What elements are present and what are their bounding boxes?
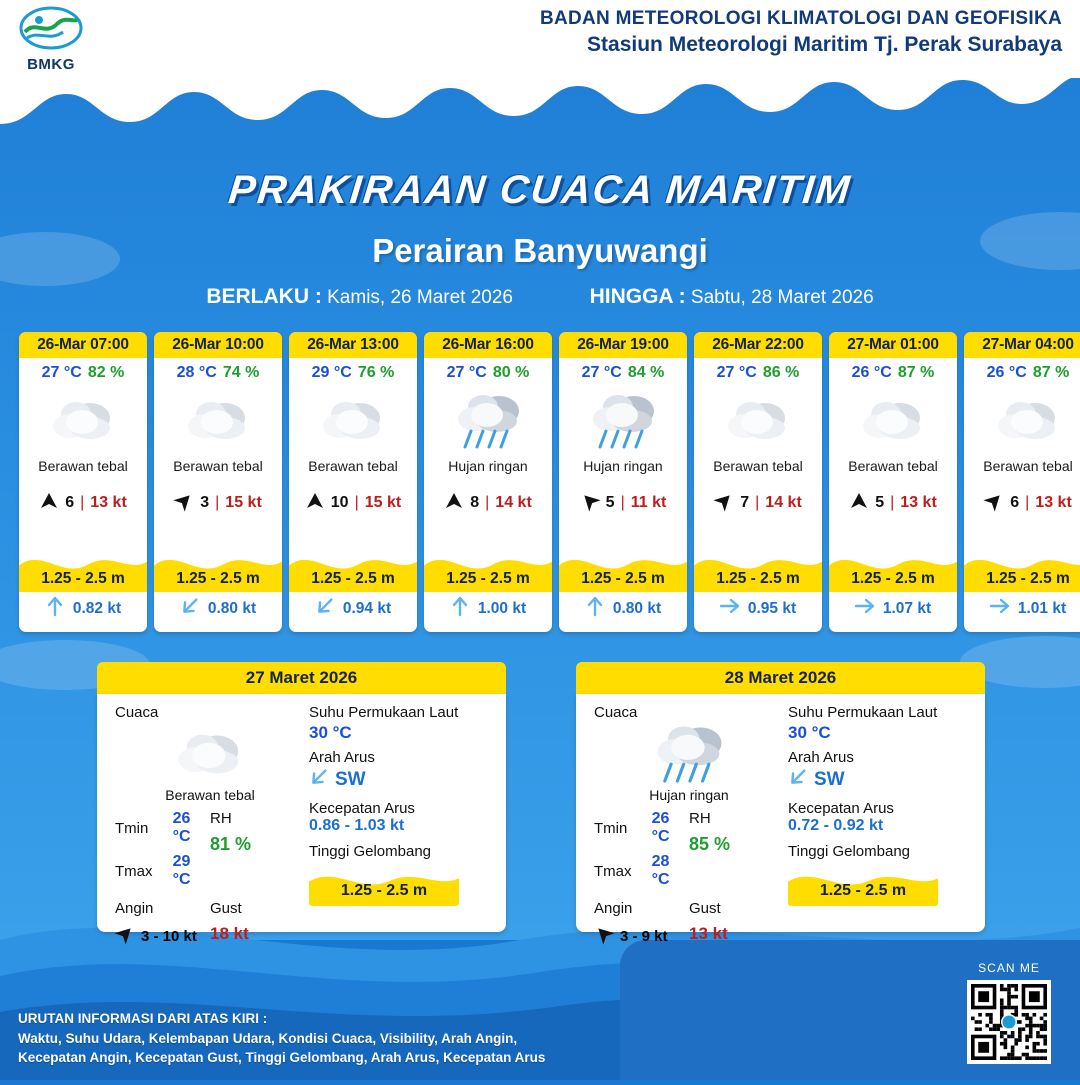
card-current <box>424 595 552 622</box>
rh-label: RH <box>210 810 232 827</box>
wind-direction-icon <box>39 491 59 516</box>
card-time: 26-Mar 16:00 <box>424 332 552 358</box>
current-direction-icon <box>450 595 470 622</box>
logo-label: BMKG <box>27 56 75 73</box>
card-wind <box>39 492 127 514</box>
card-humidity: 74 % <box>222 364 260 381</box>
angin-value-row <box>115 924 210 948</box>
legend-line-1: Waktu, Suhu Udara, Kelembapan Udara, Kondisi Cuaca, Visibility, Arah Angin, <box>18 1030 518 1046</box>
legend-line-2: Kecepatan Angin, Kecepatan Gust, Tinggi Gelombang, Arah Arus, Kecepatan Arus <box>18 1050 546 1066</box>
hourly-forecast-card <box>964 332 1080 632</box>
kecepatan-arus-label: Kecepatan Arus <box>309 800 415 817</box>
angin-label: Angin <box>594 900 633 917</box>
daily-forecast-panel <box>576 662 985 945</box>
wind-direction-icon <box>115 924 135 948</box>
daily-date: 27 Maret 2026 <box>97 662 506 694</box>
wind-speed: 14 kt <box>765 494 802 511</box>
legend-note <box>18 1009 545 1068</box>
tmax-label: Tmax <box>115 862 153 880</box>
rh-value-row <box>689 834 784 855</box>
wind-speed: 15 kt <box>225 494 262 511</box>
qr-block[interactable] <box>964 961 1054 1064</box>
gust-value-row <box>210 924 305 944</box>
arus-label: Arah Arus <box>309 749 375 766</box>
daily-condition: Hujan ringan <box>649 787 729 803</box>
wind-direction-icon <box>594 924 614 948</box>
card-current <box>19 595 147 622</box>
card-humidity: 80 % <box>492 364 530 381</box>
card-current <box>964 595 1080 622</box>
wave-height: 1.25 - 2.5 m <box>446 570 530 587</box>
angin-label-row <box>115 900 210 917</box>
angin-value: 3 - 9 kt <box>620 927 668 945</box>
card-wave-area <box>559 546 687 632</box>
rh-value: 81 % <box>210 834 252 854</box>
wind-visibility: 8 <box>470 494 480 511</box>
card-wave-area <box>424 546 552 632</box>
wind-speed: 11 kt <box>630 494 667 511</box>
card-condition: Hujan ringan <box>448 458 528 474</box>
current-speed: 1.01 kt <box>1017 599 1067 617</box>
card-wind <box>984 492 1072 514</box>
gust-value: 18 kt <box>210 924 249 943</box>
wave-height: 1.25 - 2.5 m <box>716 570 800 587</box>
daily-wave-box <box>309 864 459 906</box>
tmax-value: 28 °C <box>651 853 670 888</box>
legend-title: URUTAN INFORMASI DARI ATAS KIRI : <box>18 1011 268 1027</box>
arus-value-row <box>788 766 978 794</box>
card-current <box>559 595 687 622</box>
card-time: 26-Mar 07:00 <box>19 332 147 358</box>
card-wave-area <box>289 546 417 632</box>
rain-icon <box>424 384 552 458</box>
wind-separator: | <box>890 494 895 511</box>
kecepatan-arus-value: 0.72 - 0.92 kt <box>788 817 884 834</box>
card-wind <box>849 492 937 514</box>
wind-direction-icon <box>174 491 194 516</box>
rh-value: 85 % <box>689 834 731 854</box>
wind-separator: | <box>215 494 220 511</box>
current-speed: 0.94 kt <box>342 599 392 617</box>
card-wave-area <box>19 546 147 632</box>
card-wave-area <box>964 546 1080 632</box>
card-condition: Berawan tebal <box>983 458 1073 474</box>
gust-label: Gust <box>689 900 721 917</box>
tmin-row <box>115 810 210 846</box>
rain-icon <box>594 723 784 785</box>
card-condition: Berawan tebal <box>713 458 803 474</box>
sst-value: 30 °C <box>309 723 352 742</box>
wind-direction-icon <box>849 491 869 516</box>
card-temperature: 27 °C <box>581 364 622 381</box>
card-current <box>289 595 417 622</box>
card-time: 26-Mar 19:00 <box>559 332 687 358</box>
card-current <box>694 595 822 622</box>
wind-direction-icon <box>714 491 734 516</box>
hourly-forecast-card <box>19 332 147 632</box>
card-temperature: 26 °C <box>986 364 1027 381</box>
card-temp-humidity <box>582 364 665 382</box>
current-speed: 0.95 kt <box>747 599 797 617</box>
card-time: 26-Mar 10:00 <box>154 332 282 358</box>
tmin-row <box>594 810 689 846</box>
current-direction-icon <box>45 595 65 622</box>
cloudy-icon <box>694 384 822 458</box>
current-direction-icon <box>788 766 808 794</box>
card-temperature: 27 °C <box>41 364 82 381</box>
card-wave-area <box>829 546 957 632</box>
card-wave-area <box>694 546 822 632</box>
wind-visibility: 3 <box>200 494 210 511</box>
arus-value: SW <box>814 769 845 790</box>
cloudy-icon <box>829 384 957 458</box>
wind-direction-icon <box>984 491 1004 516</box>
wind-speed: 13 kt <box>90 494 127 511</box>
current-speed: 0.80 kt <box>612 599 662 617</box>
page-subtitle: Perairan Banyuwangi <box>372 232 708 269</box>
wind-visibility: 5 <box>605 494 615 511</box>
daily-forecast-panel <box>97 662 506 945</box>
wind-direction-icon <box>444 491 464 516</box>
station-name: Stasiun Meteorologi Maritim Tj. Perak Surabaya <box>587 33 1062 56</box>
card-condition: Berawan tebal <box>38 458 128 474</box>
valid-from-label: BERLAKU : <box>206 285 322 308</box>
wave-height: 1.25 - 2.5 m <box>41 570 125 587</box>
card-condition: Hujan ringan <box>583 458 663 474</box>
gust-label-row <box>689 900 784 917</box>
daily-wave-value: 1.25 - 2.5 m <box>340 882 428 899</box>
card-time: 27-Mar 01:00 <box>829 332 957 358</box>
current-direction-icon <box>990 595 1010 622</box>
card-wind <box>174 492 262 514</box>
daily-condition: Berawan tebal <box>165 787 255 803</box>
gust-value-row <box>689 924 784 944</box>
wind-separator: | <box>1025 494 1030 511</box>
card-temp-humidity <box>42 364 125 382</box>
card-time: 27-Mar 04:00 <box>964 332 1080 358</box>
card-temp-humidity <box>312 364 395 382</box>
cloudy-icon <box>115 723 305 785</box>
wind-speed: 13 kt <box>900 494 937 511</box>
gust-value: 13 kt <box>689 924 728 943</box>
card-time: 26-Mar 22:00 <box>694 332 822 358</box>
gust-label: Gust <box>210 900 242 917</box>
scan-me-label: SCAN ME <box>978 961 1040 975</box>
cloudy-icon <box>19 384 147 458</box>
tmax-row <box>115 853 210 889</box>
wind-visibility: 7 <box>740 494 750 511</box>
wind-separator: | <box>80 494 85 511</box>
card-humidity: 86 % <box>762 364 800 381</box>
card-temperature: 27 °C <box>716 364 757 381</box>
current-direction-icon <box>309 766 329 794</box>
tinggi-gelombang-label: Tinggi Gelombang <box>309 843 432 860</box>
card-humidity: 84 % <box>627 364 665 381</box>
tmin-label: Tmin <box>115 819 149 837</box>
angin-value-row <box>594 924 689 948</box>
card-temp-humidity <box>987 364 1070 382</box>
tmax-row <box>594 853 689 889</box>
current-speed: 0.82 kt <box>72 599 122 617</box>
qr-code-icon[interactable] <box>967 980 1051 1064</box>
current-direction-icon <box>720 595 740 622</box>
wind-separator: | <box>755 494 760 511</box>
rh-label: RH <box>689 810 711 827</box>
card-wind <box>714 492 802 514</box>
page-title: PRAKIRAAN CUACA MARITIM <box>226 168 854 212</box>
cloud-divider <box>0 58 1080 128</box>
cloudy-icon <box>964 384 1080 458</box>
card-temperature: 26 °C <box>851 364 892 381</box>
daily-forecast-list <box>97 662 985 945</box>
wind-direction-icon <box>580 491 600 516</box>
tmin-value: 26 °C <box>651 810 670 845</box>
card-temp-humidity <box>177 364 260 382</box>
sst-value: 30 °C <box>788 723 831 742</box>
arus-value-row <box>309 766 499 794</box>
valid-from-value: Kamis, 26 Maret 2026 <box>327 287 513 308</box>
card-temp-humidity <box>852 364 935 382</box>
sst-label: Suhu Permukaan Laut <box>788 704 938 721</box>
cuaca-label: Cuaca <box>115 704 159 721</box>
rh-row <box>210 810 305 827</box>
card-condition: Berawan tebal <box>848 458 938 474</box>
wind-visibility: 10 <box>330 494 349 511</box>
hourly-forecast-card <box>829 332 957 632</box>
wind-visibility: 6 <box>65 494 75 511</box>
angin-label: Angin <box>115 900 154 917</box>
card-wind <box>444 492 532 514</box>
institution-header <box>540 8 1062 57</box>
card-temperature: 29 °C <box>311 364 352 381</box>
hourly-forecast-card <box>694 332 822 632</box>
daily-right-column <box>788 704 978 906</box>
wave-height: 1.25 - 2.5 m <box>851 570 935 587</box>
valid-to-value: Sabtu, 28 Maret 2026 <box>690 287 874 308</box>
card-wind <box>580 492 667 514</box>
current-direction-icon <box>315 595 335 622</box>
arus-value: SW <box>335 769 366 790</box>
institution-name: BADAN METEOROLOGI KLIMATOLOGI DAN GEOFISIKA <box>539 8 1062 29</box>
wind-separator: | <box>485 494 490 511</box>
daily-left-column <box>115 704 305 948</box>
wave-height: 1.25 - 2.5 m <box>311 570 395 587</box>
card-current <box>154 595 282 622</box>
wind-speed: 15 kt <box>364 494 402 511</box>
card-humidity: 82 % <box>87 364 125 381</box>
rh-row <box>689 810 784 827</box>
cuaca-label: Cuaca <box>594 704 638 721</box>
current-direction-icon <box>585 595 605 622</box>
tinggi-gelombang-label: Tinggi Gelombang <box>788 843 911 860</box>
daily-wave-value: 1.25 - 2.5 m <box>819 882 907 899</box>
gust-label-row <box>210 900 305 917</box>
daily-right-column <box>309 704 499 906</box>
cloudy-icon <box>154 384 282 458</box>
card-wave-area <box>154 546 282 632</box>
wind-separator: | <box>620 494 625 511</box>
angin-value: 3 - 10 kt <box>141 927 197 945</box>
tmax-label: Tmax <box>594 862 632 880</box>
rain-icon <box>559 384 687 458</box>
hourly-forecast-card <box>154 332 282 632</box>
current-direction-icon <box>855 595 875 622</box>
sst-label: Suhu Permukaan Laut <box>309 704 459 721</box>
card-time: 26-Mar 13:00 <box>289 332 417 358</box>
validity-row <box>0 285 1080 309</box>
daily-left-column <box>594 704 784 948</box>
wind-visibility: 5 <box>875 494 885 511</box>
wind-separator: | <box>354 494 359 511</box>
tmax-value: 29 °C <box>172 853 191 888</box>
card-humidity: 87 % <box>1032 364 1070 381</box>
current-speed: 1.07 kt <box>882 599 932 617</box>
card-wind <box>305 492 401 514</box>
current-speed: 1.00 kt <box>477 599 527 617</box>
card-temperature: 27 °C <box>446 364 487 381</box>
valid-to-label: HINGGA : <box>589 285 686 308</box>
wave-height: 1.25 - 2.5 m <box>581 570 665 587</box>
kecepatan-arus-value: 0.86 - 1.03 kt <box>309 817 405 834</box>
kecepatan-arus-label: Kecepatan Arus <box>788 800 894 817</box>
wave-height: 1.25 - 2.5 m <box>986 570 1070 587</box>
rh-value-row <box>210 834 305 855</box>
card-temperature: 28 °C <box>176 364 217 381</box>
bmkg-logo <box>14 6 88 73</box>
hourly-forecast-card <box>559 332 687 632</box>
card-current <box>829 595 957 622</box>
wind-direction-icon <box>305 491 325 516</box>
daily-wave-box <box>788 864 938 906</box>
hourly-forecast-card <box>289 332 417 632</box>
hourly-forecast-list <box>19 332 1080 632</box>
hourly-forecast-card <box>424 332 552 632</box>
arus-label: Arah Arus <box>788 749 854 766</box>
card-temp-humidity <box>447 364 530 382</box>
current-direction-icon <box>180 595 200 622</box>
wave-height: 1.25 - 2.5 m <box>176 570 260 587</box>
card-condition: Berawan tebal <box>308 458 398 474</box>
daily-date: 28 Maret 2026 <box>576 662 985 694</box>
wind-speed: 14 kt <box>495 494 532 511</box>
wind-speed: 13 kt <box>1035 494 1072 511</box>
card-condition: Berawan tebal <box>173 458 263 474</box>
angin-label-row <box>594 900 689 917</box>
card-humidity: 76 % <box>357 364 395 381</box>
cloudy-icon <box>289 384 417 458</box>
wind-visibility: 6 <box>1010 494 1020 511</box>
current-speed: 0.80 kt <box>207 599 257 617</box>
tmin-label: Tmin <box>594 819 628 837</box>
card-humidity: 87 % <box>897 364 935 381</box>
card-temp-humidity <box>717 364 800 382</box>
tmin-value: 26 °C <box>172 810 191 845</box>
